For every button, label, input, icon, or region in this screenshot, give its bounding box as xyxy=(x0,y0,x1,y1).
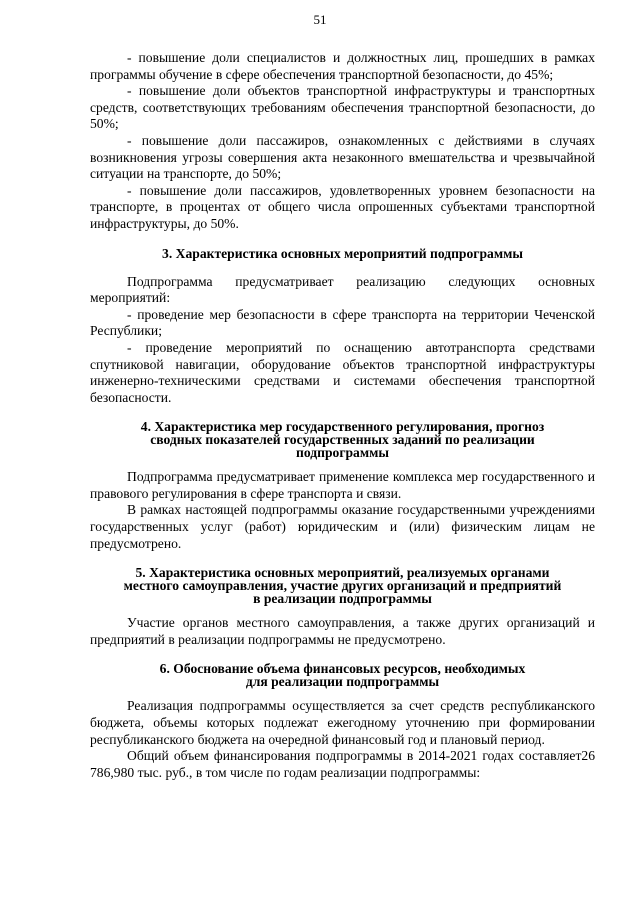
section5-heading xyxy=(90,566,595,605)
section5-heading-line-3: в реализации подпрограммы xyxy=(253,591,432,607)
section6-paragraph-1: Реализация подпрограммы осуществляется за счет средств республиканского бюджета, объемы которых подлежат ежегодному уточнению при формировании республиканского бюджета на очередной финансовый год и плановый период. xyxy=(90,698,595,747)
section6-heading-line-2: для реализации подпрограммы xyxy=(245,674,440,690)
section6-heading-line-1: 6. Обоснование объема финансовых ресурсов, необходимых xyxy=(159,661,526,677)
section6-paragraph-2: Общий объем финансирования подпрограммы в 2014-2021 годах составляет26 786,980 тыс. руб., в том числе по годам реализации подпрограммы: xyxy=(90,748,595,780)
section4-paragraph-2: В рамках настоящей подпрограммы оказание государственными учреждениями государственных услуг (работ) юридическим и (или) физическим лицам не предусмотрено. xyxy=(90,502,595,551)
section4-heading-line-1: 4. Характеристика мер государственного регулирования, прогноз xyxy=(140,419,545,435)
section4-heading-line-2: сводных показателей государственных заданий по реализации xyxy=(150,432,535,448)
intro-item-1: - повышение доли специалистов и должностных лиц, прошедших в рамках программы обучение в сфере обеспечения транспортной безопасности, до 45%; xyxy=(90,50,595,82)
page-number: 51 xyxy=(313,12,327,27)
section5-paragraph-1: Участие органов местного самоуправления, а также других организаций и предприятий в реализации подпрограммы не предусмотрено. xyxy=(90,615,595,647)
section3-paragraph-1: Подпрограмма предусматривает реализацию следующих основных мероприятий: xyxy=(90,273,595,306)
section4-heading-line-3: подпрограммы xyxy=(296,445,389,461)
section3-paragraph-3: - проведение мероприятий по оснащению автотранспорта средствами спутниковой навигации, оборудование объектов транспортной инфраструктуры инженерно-техническими средствами и системами обеспечения транспортной безопасности. xyxy=(90,339,595,405)
section6-heading xyxy=(90,662,595,688)
intro-item-3: - повышение доли пассажиров, ознакомленных с действиями в случаях возникновения угрозы совершения акта незаконного вмешательства и чрезвычайной ситуации на транспорте, до 50%; xyxy=(90,132,595,182)
section3-heading: 3. Характеристика основных мероприятий подпрограммы xyxy=(162,245,523,261)
document-body xyxy=(90,50,595,781)
section5-heading-line-1: 5. Характеристика основных мероприятий, реализуемых органами xyxy=(135,565,550,581)
section3-paragraph-2: - проведение мер безопасности в сфере транспорта на территории Чеченской Республики; xyxy=(90,306,595,339)
intro-item-2: - повышение доли объектов транспортной инфраструктуры и транспортных средств, соответствующих требованиям обеспечения транспортной безопасности, до 50%; xyxy=(90,83,595,132)
intro-item-4: - повышение доли пассажиров, удовлетворенных уровнем безопасности на транспорте, в процентах от общего числа опрошенных субъектами транспортной инфраструктуры, до 50%. xyxy=(90,182,595,231)
section5-heading-line-2: местного самоуправления, участие других организаций и предприятий xyxy=(123,578,562,594)
section4-heading xyxy=(90,420,595,459)
section4-paragraph-1: Подпрограмма предусматривает применение комплекса мер государственного и правового регулирования в сфере транспорта и связи. xyxy=(90,469,595,501)
